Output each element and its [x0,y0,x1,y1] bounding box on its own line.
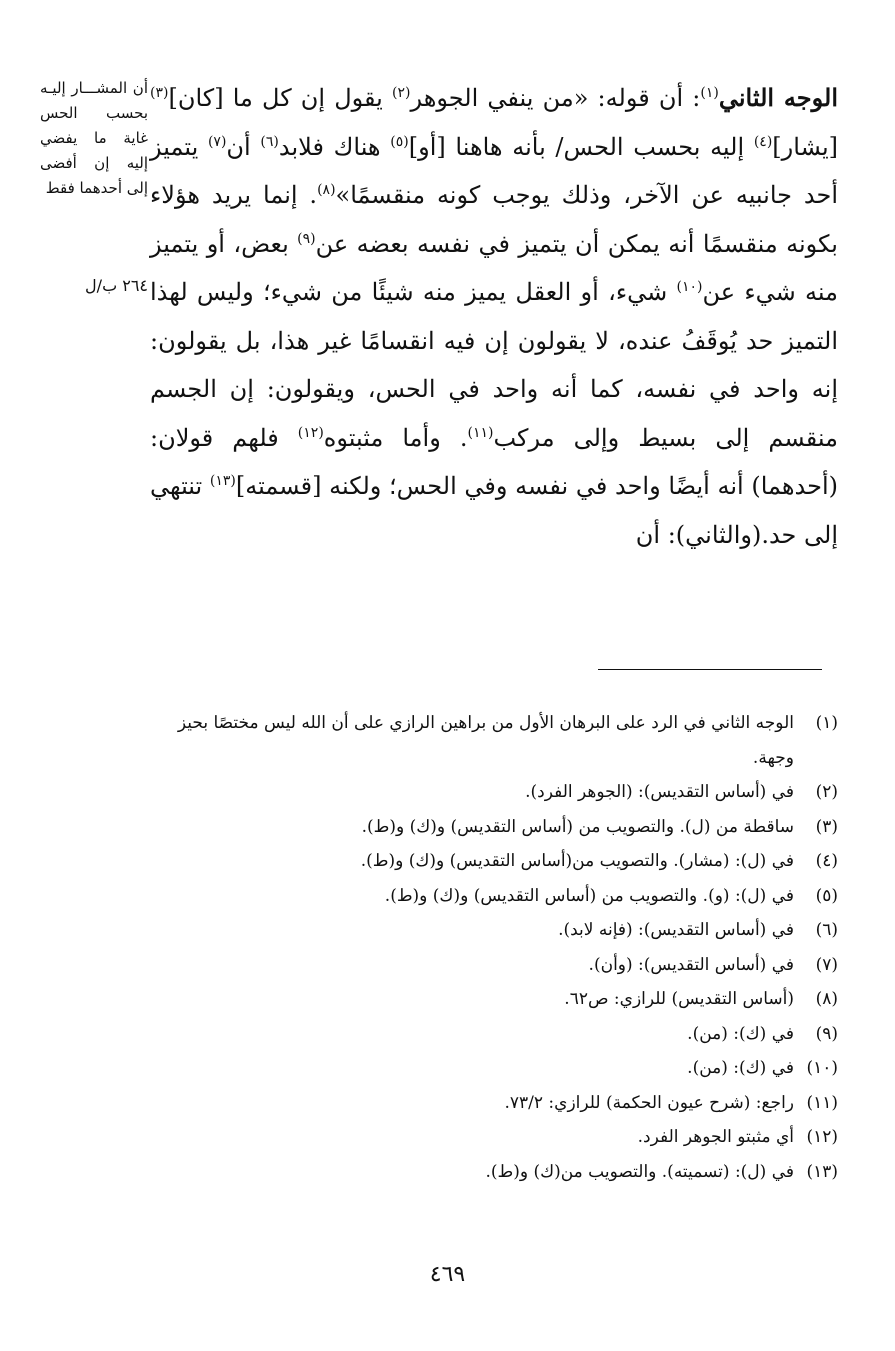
footnote [150,1155,838,1190]
footnote-number: (٧) [815,954,838,975]
footnote [150,1086,838,1121]
footnote-number: (٨) [815,989,838,1009]
footnote-text: في (ل): (مشار). والتصويب من(أساس التقديس) و(ك) و(ط). [360,851,794,871]
text-run: إليه بحسب الحس/ بأنه هاهنا [أو] [408,132,754,161]
margin-note: أن المشـــار إليـه بحسب الحس غاية ما يفضي إليه إن أفضى إلى أحدهما فقط [40,79,148,197]
text-run: يقول إن كل ما [كان] [168,84,392,112]
footnote-ref: (٦) [260,133,279,150]
text-run: تنتهي إلى حد.(والثاني): أن [150,472,838,549]
text-run: . وأما مثبتوه [323,423,468,452]
footnote-number: (١٠) [806,1058,838,1078]
footnote-number: (٤) [815,851,838,871]
footnote-number: (٩) [815,1023,838,1044]
page-number: ٤٦٩ [429,1262,466,1287]
footnote-text: أي مثبتو الجوهر الفرد. [637,1127,794,1147]
footnote [150,1051,838,1086]
footnote [150,706,838,775]
footnote [150,948,838,983]
footnote-ref: (٨) [317,182,336,198]
footnote-ref: (٤) [753,133,773,150]
footnote-ref: (٢) [392,85,411,101]
text-run: يتميز أحد جانبيه عن الآخر، وذلك يوجب كونه منقسمًا» [150,132,838,209]
main-text [150,74,838,559]
footnote [150,1017,838,1052]
text-run: هناك فلابد [278,132,391,161]
footnote [150,1120,838,1155]
footnote-ref: (١٣) [209,473,236,489]
footnote-text: في (ل): (تسميته). والتصويب من(ك) و(ط). [485,1161,794,1182]
footnote-text: في (ك): (من). [687,1058,794,1078]
footnote-number: (٦) [815,920,838,940]
text-run: أن [226,132,261,161]
footnote-ref: (١١) [467,424,494,441]
footnote-text: في (ك): (من). [687,1023,794,1044]
footnote [150,844,838,879]
text-run: بعض، أو يتميز منه شيء عن [150,229,838,306]
footnote-ref: (٩) [297,230,316,247]
footnote-ref: (١٠) [676,279,703,295]
footnote-text: راجع: (شرح عيون الحكمة) للرازي: ٧٣/٢. [504,1092,794,1113]
footnote-number: (١) [815,713,838,733]
footnote-number: (٥) [815,885,838,906]
footnote-text: في (أساس التقديس): (فإنه لابد). [558,920,794,940]
footnote [150,913,838,948]
footnote-separator [598,669,822,670]
text-run: : أن قوله: «من ينفي الجوهر [410,84,701,112]
manuscript-folio-ref: ٢٦٤ ب/ل [85,276,148,295]
footnote-number: (١٢) [806,1127,838,1147]
text-run: شيء، أو العقل يميز منه شيئًا من شيء؛ وليس لهذا التميز حد يُوقَفُ عنده، لا يقولون إن فيه انقسامًا غير هذا، بل يقولون: إنه واحد في نفسه، كما أنه واحد في الحس، ويقولون: إن الجسم منقسم إلى بسيط وإلى مركب [150,278,838,452]
footnote-number: (١١) [806,1092,838,1113]
footnote-ref: (١) [700,85,719,101]
footnote-number: (٣) [815,816,838,837]
footnote-ref: (٧) [207,133,227,150]
footnote-number: (١٣) [806,1161,838,1182]
text-run: . إنما يريد هؤلاء بكونه منقسمًا أنه يمكن أن يتميز في نفسه بعضه عن [150,181,838,258]
footnote-ref: (٣) [150,85,169,101]
text-run: [يشار] [772,132,839,161]
footnote [150,879,838,914]
main-paragraph [150,74,838,559]
footnote [150,982,838,1017]
text-run: فلهم قولان: (أحدهما) أنه أيضًا واحد في نفسه وفي الحس؛ ولكنه [قسمته] [150,423,838,500]
footnote-ref: (٥) [390,133,409,150]
footnotes [150,706,838,1189]
footnote-text: في (ل): (و). والتصويب من (أساس التقديس) و(ك) و(ط). [384,885,794,906]
footnote-text: الوجه الثاني في الرد على البرهان الأول من براهين الرازي على أن الله ليس مختصًا بحيز وجهة. [177,713,794,768]
footnote-text: ساقطة من (ل). والتصويب من (أساس التقديس) و(ك) و(ط). [361,816,794,837]
footnote-ref: (١٢) [297,424,324,441]
footnote-text: في (أساس التقديس): (وأن). [588,954,794,975]
section-lead: الوجه الثاني [718,83,838,112]
footnote-text: في (أساس التقديس): (الجوهر الفرد). [525,782,794,802]
footnote [150,775,838,810]
footnote [150,810,838,845]
footnote-number: (٢) [815,782,838,802]
footnote-text: (أساس التقديس) للرازي: ص٦٢. [564,989,794,1009]
